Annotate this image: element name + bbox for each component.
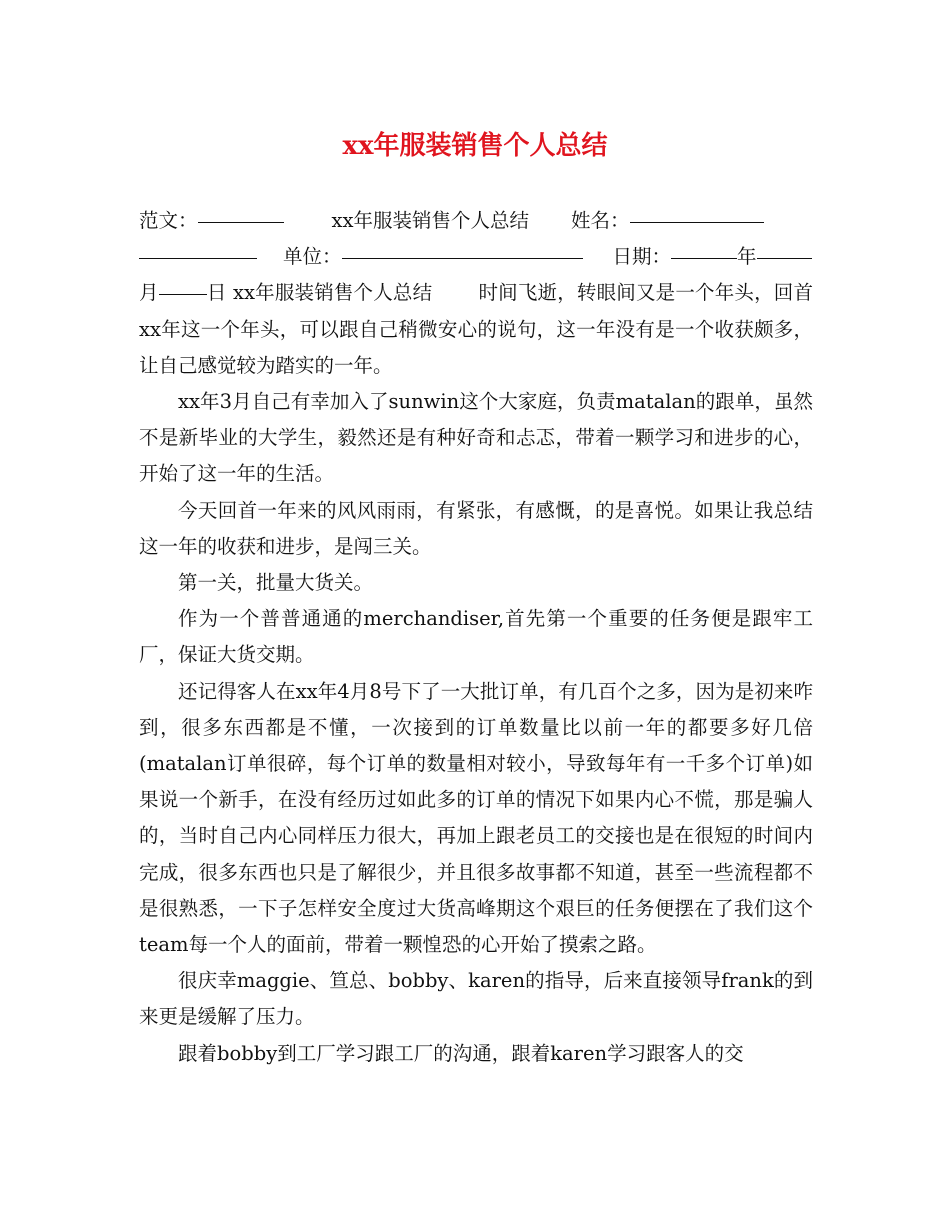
name-label: 姓名： bbox=[571, 209, 630, 232]
month-blank bbox=[757, 257, 812, 259]
paragraph-2: xx年3月自己有幸加入了sunwin这个大家庭，负责matalan的跟单，虽然不是新毕业的大学生，毅然还是有种好奇和忐忑，带着一颗学习和进步的心，开始了这一年的生活。 bbox=[139, 390, 813, 486]
paragraph-1: 时间飞逝，转眼间又是一个年头，回首xx年这一个年头，可以跟自己稍微安心的说句，这一年没有是一个收获颇多，让自己感觉较为踏实的一年。 bbox=[139, 281, 813, 377]
month-label: 月 bbox=[139, 281, 159, 305]
header-block bbox=[139, 203, 813, 384]
doc-name-repeat: xx年服装销售个人总结 bbox=[232, 281, 433, 305]
paragraph-3: 今天回首一年来的风风雨雨，有紧张，有感慨，的是喜悦。如果让我总结这一年的收获和进步，是闯三关。 bbox=[139, 498, 813, 558]
day-blank bbox=[159, 293, 207, 295]
name-blank-continued bbox=[139, 257, 257, 259]
fanwen-label: 范文： bbox=[139, 209, 198, 232]
unit-label: 单位： bbox=[283, 245, 342, 269]
paragraph-7: 很庆幸maggie、笪总、bobby、karen的指导，后来直接领导frank的到来更是缓解了压力。 bbox=[139, 969, 813, 1029]
document-title: xx年服装销售个人总结 bbox=[342, 131, 608, 161]
name-blank bbox=[630, 221, 764, 223]
date-label: 日期： bbox=[612, 245, 672, 269]
paragraph-6: 还记得客人在xx年4月8号下了一大批订单，有几百个之多，因为是初来咋到，很多东西都是不懂，一次接到的订单数量比以前一年的都要多好几倍(matalan订单很碎，每个订单的数量相对较小，导致每年有一千多个订单)如果说一个新手，在没有经历过如此多的订单的情况下如果内心不慌，那是骗人的，当时自己内心同样压力很大，再加上跟老员工的交接也是在很短的时间内完成，很多东西也只是了解很少，并且很多故事都不知道，甚至一些流程都不是很熟悉，一下子怎样安全度过大货高峰期这个艰巨的任务便摆在了我们这个team每一个人的面前，带着一颗惶恐的心开始了摸索之路。 bbox=[139, 679, 813, 957]
doc-name: xx年服装销售个人总结 bbox=[331, 209, 530, 232]
year-blank bbox=[671, 257, 737, 259]
paragraph-4: 第一关，批量大货关。 bbox=[178, 571, 374, 595]
unit-blank bbox=[342, 257, 583, 259]
year-label: 年 bbox=[737, 245, 757, 269]
fanwen-blank bbox=[198, 221, 284, 223]
day-label: 日 bbox=[206, 281, 227, 305]
document-body bbox=[139, 203, 813, 1072]
paragraph-5: 作为一个普普通通的merchandiser,首先第一个重要的任务便是跟牢工厂，保证大货交期。 bbox=[139, 607, 813, 667]
paragraph-8: 跟着bobby到工厂学习跟工厂的沟通，跟着karen学习跟客人的交 bbox=[178, 1041, 744, 1065]
